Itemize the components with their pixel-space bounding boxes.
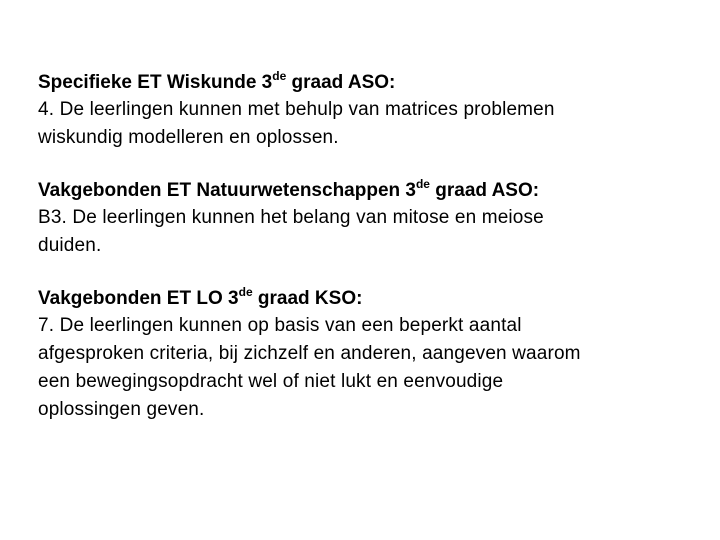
goal-block-wiskunde — [38, 70, 698, 152]
goal-heading-superscript: de — [238, 284, 253, 299]
goal-heading — [38, 286, 698, 312]
goal-text-line: 7. De leerlingen kunnen op basis van een beperkt aantal — [38, 315, 522, 336]
goal-heading — [38, 70, 698, 96]
goal-heading-suffix: graad ASO: — [429, 180, 540, 201]
slide-content — [38, 70, 698, 424]
goal-text-line: B3. De leerlingen kunnen het belang van mitose en meiose — [38, 207, 544, 228]
goal-heading-prefix: Specifieke ET Wiskunde 3 — [38, 72, 273, 93]
goal-heading-suffix: graad KSO: — [252, 288, 363, 309]
goal-text-line: duiden. — [38, 235, 102, 256]
goal-heading-prefix: Vakgebonden ET Natuurwetenschappen 3 — [38, 180, 416, 201]
goal-text-line: oplossingen geven. — [38, 399, 205, 420]
goal-text-line: een bewegingsopdracht wel of niet lukt en eenvoudige — [38, 371, 504, 392]
goal-block-natuurwetenschappen — [38, 178, 698, 260]
goal-heading-superscript: de — [415, 176, 430, 191]
goal-text-line: wiskundig modelleren en oplossen. — [38, 127, 339, 148]
goal-text-line: afgesproken criteria, bij zichzelf en anderen, aangeven waarom — [38, 343, 581, 364]
goal-heading-superscript: de — [272, 68, 287, 83]
goal-heading-suffix: graad ASO: — [286, 72, 396, 93]
goal-text-line: 4. De leerlingen kunnen met behulp van matrices problemen — [38, 99, 555, 120]
goal-heading-prefix: Vakgebonden ET LO 3 — [38, 288, 239, 309]
goal-block-lo — [38, 286, 698, 424]
goal-heading — [38, 178, 698, 204]
